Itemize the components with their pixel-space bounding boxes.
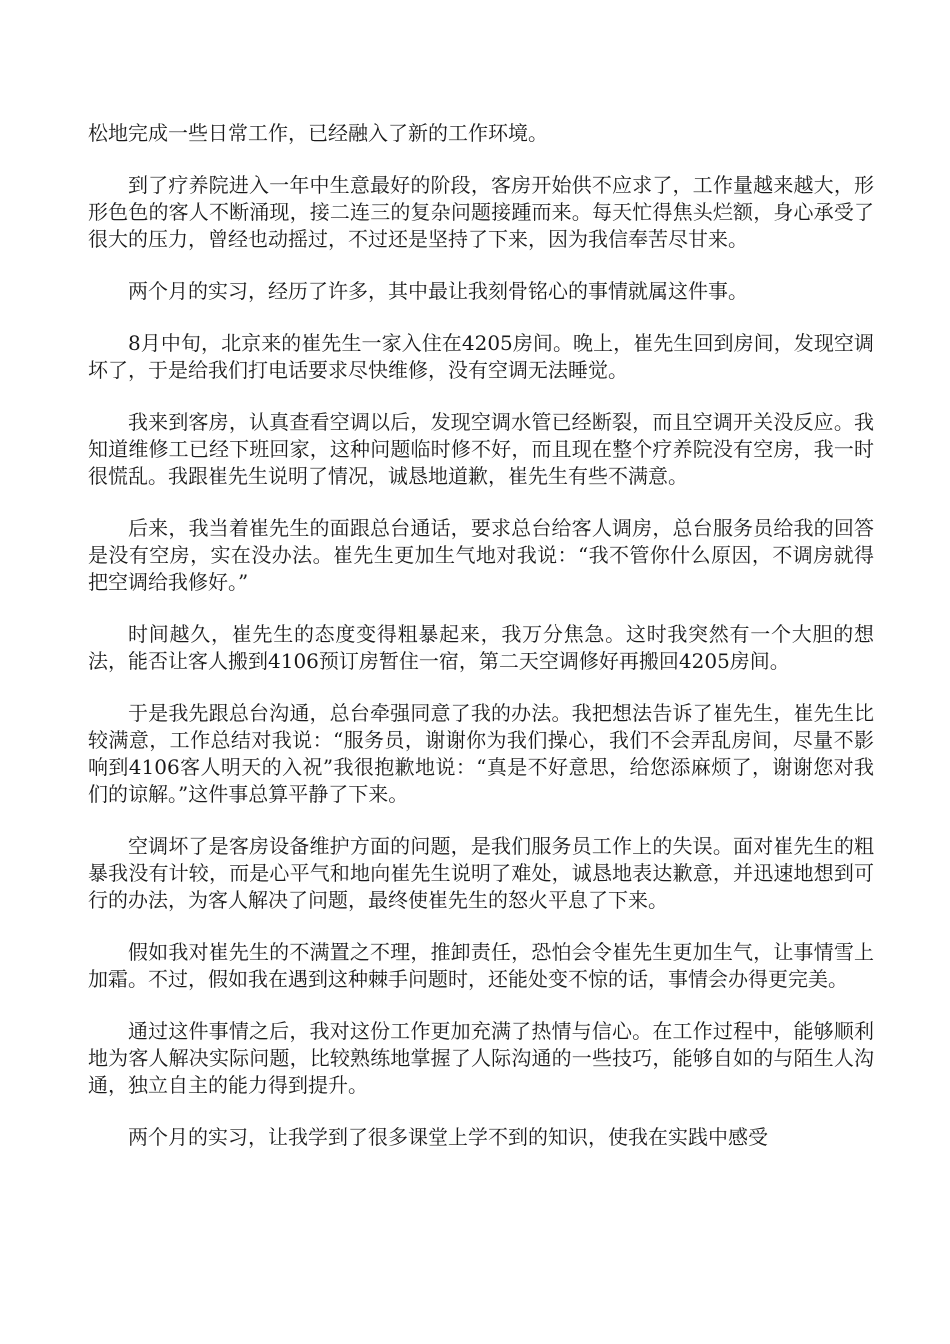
paragraph-3: 两个月的实习，经历了许多，其中最让我刻骨铭心的事情就属这件事。	[128, 279, 748, 303]
document-page	[88, 120, 874, 1176]
paragraph-5: 我来到客房，认真查看空调以后，发现空调水管已经断裂，而且空调开关没反应。我知道维修工已经下班回家，这种问题临时修不好，而且现在整个疗养院没有空房，我一时很慌乱。我跟崔先生说明了情况，诚恳地道歉，崔先生有些不满意。	[88, 410, 874, 488]
paragraph-12: 两个月的实习，让我学到了很多课堂上学不到的知识，使我在实践中感受	[128, 1125, 768, 1149]
paragraph-4: 8月中旬，北京来的崔先生一家入住在4205房间。晚上，崔先生回到房间，发现空调坏了，于是给我们打电话要求尽快维修，没有空调无法睡觉。	[88, 331, 874, 382]
paragraph-9: 空调坏了是客房设备维护方面的问题，是我们服务员工作上的失误。面对崔先生的粗暴我没有计较，而是心平气和地向崔先生说明了难处，诚恳地表达歉意，并迅速地想到可行的办法，为客人解决了问题，最终使崔先生的怒火平息了下来。	[88, 834, 874, 912]
paragraph-1: 松地完成一些日常工作，已经融入了新的工作环境。	[88, 121, 548, 145]
paragraph-6: 后来，我当着崔先生的面跟总台通话，要求总台给客人调房，总台服务员给我的回答是没有空房，实在没办法。崔先生更加生气地对我说：“我不管你什么原因，不调房就得把空调给我修好。”	[88, 516, 874, 594]
paragraph-11: 通过这件事情之后，我对这份工作更加充满了热情与信心。在工作过程中，能够顺利地为客人解决实际问题，比较熟练地掌握了人际沟通的一些技巧，能够自如的与陌生人沟通，独立自主的能力得到提升。	[88, 1019, 874, 1097]
paragraph-2: 到了疗养院进入一年中生意最好的阶段，客房开始供不应求了，工作量越来越大，形形色色的客人不断涌现，接二连三的复杂问题接踵而来。每天忙得焦头烂额，身心承受了很大的压力，曾经也动摇过，不过还是坚持了下来，因为我信奉苦尽甘来。	[88, 173, 874, 251]
paragraph-7: 时间越久，崔先生的态度变得粗暴起来，我万分焦急。这时我突然有一个大胆的想法，能否让客人搬到4106预订房暂住一宿，第二天空调修好再搬回4205房间。	[88, 622, 874, 673]
paragraph-8: 于是我先跟总台沟通，总台牵强同意了我的办法。我把想法告诉了崔先生，崔先生比较满意，工作总结对我说：“服务员，谢谢你为我们操心，我们不会弄乱房间，尽量不影响到4106客人明天的入祝”我很抱歉地说：“真是不好意思，给您添麻烦了，谢谢您对我们的谅解。”这件事总算平静了下来。	[88, 701, 874, 806]
paragraph-10: 假如我对崔先生的不满置之不理，推卸责任，恐怕会令崔先生更加生气，让事情雪上加霜。不过，假如我在遇到这种棘手问题时，还能处变不惊的话，事情会办得更完美。	[88, 940, 874, 991]
